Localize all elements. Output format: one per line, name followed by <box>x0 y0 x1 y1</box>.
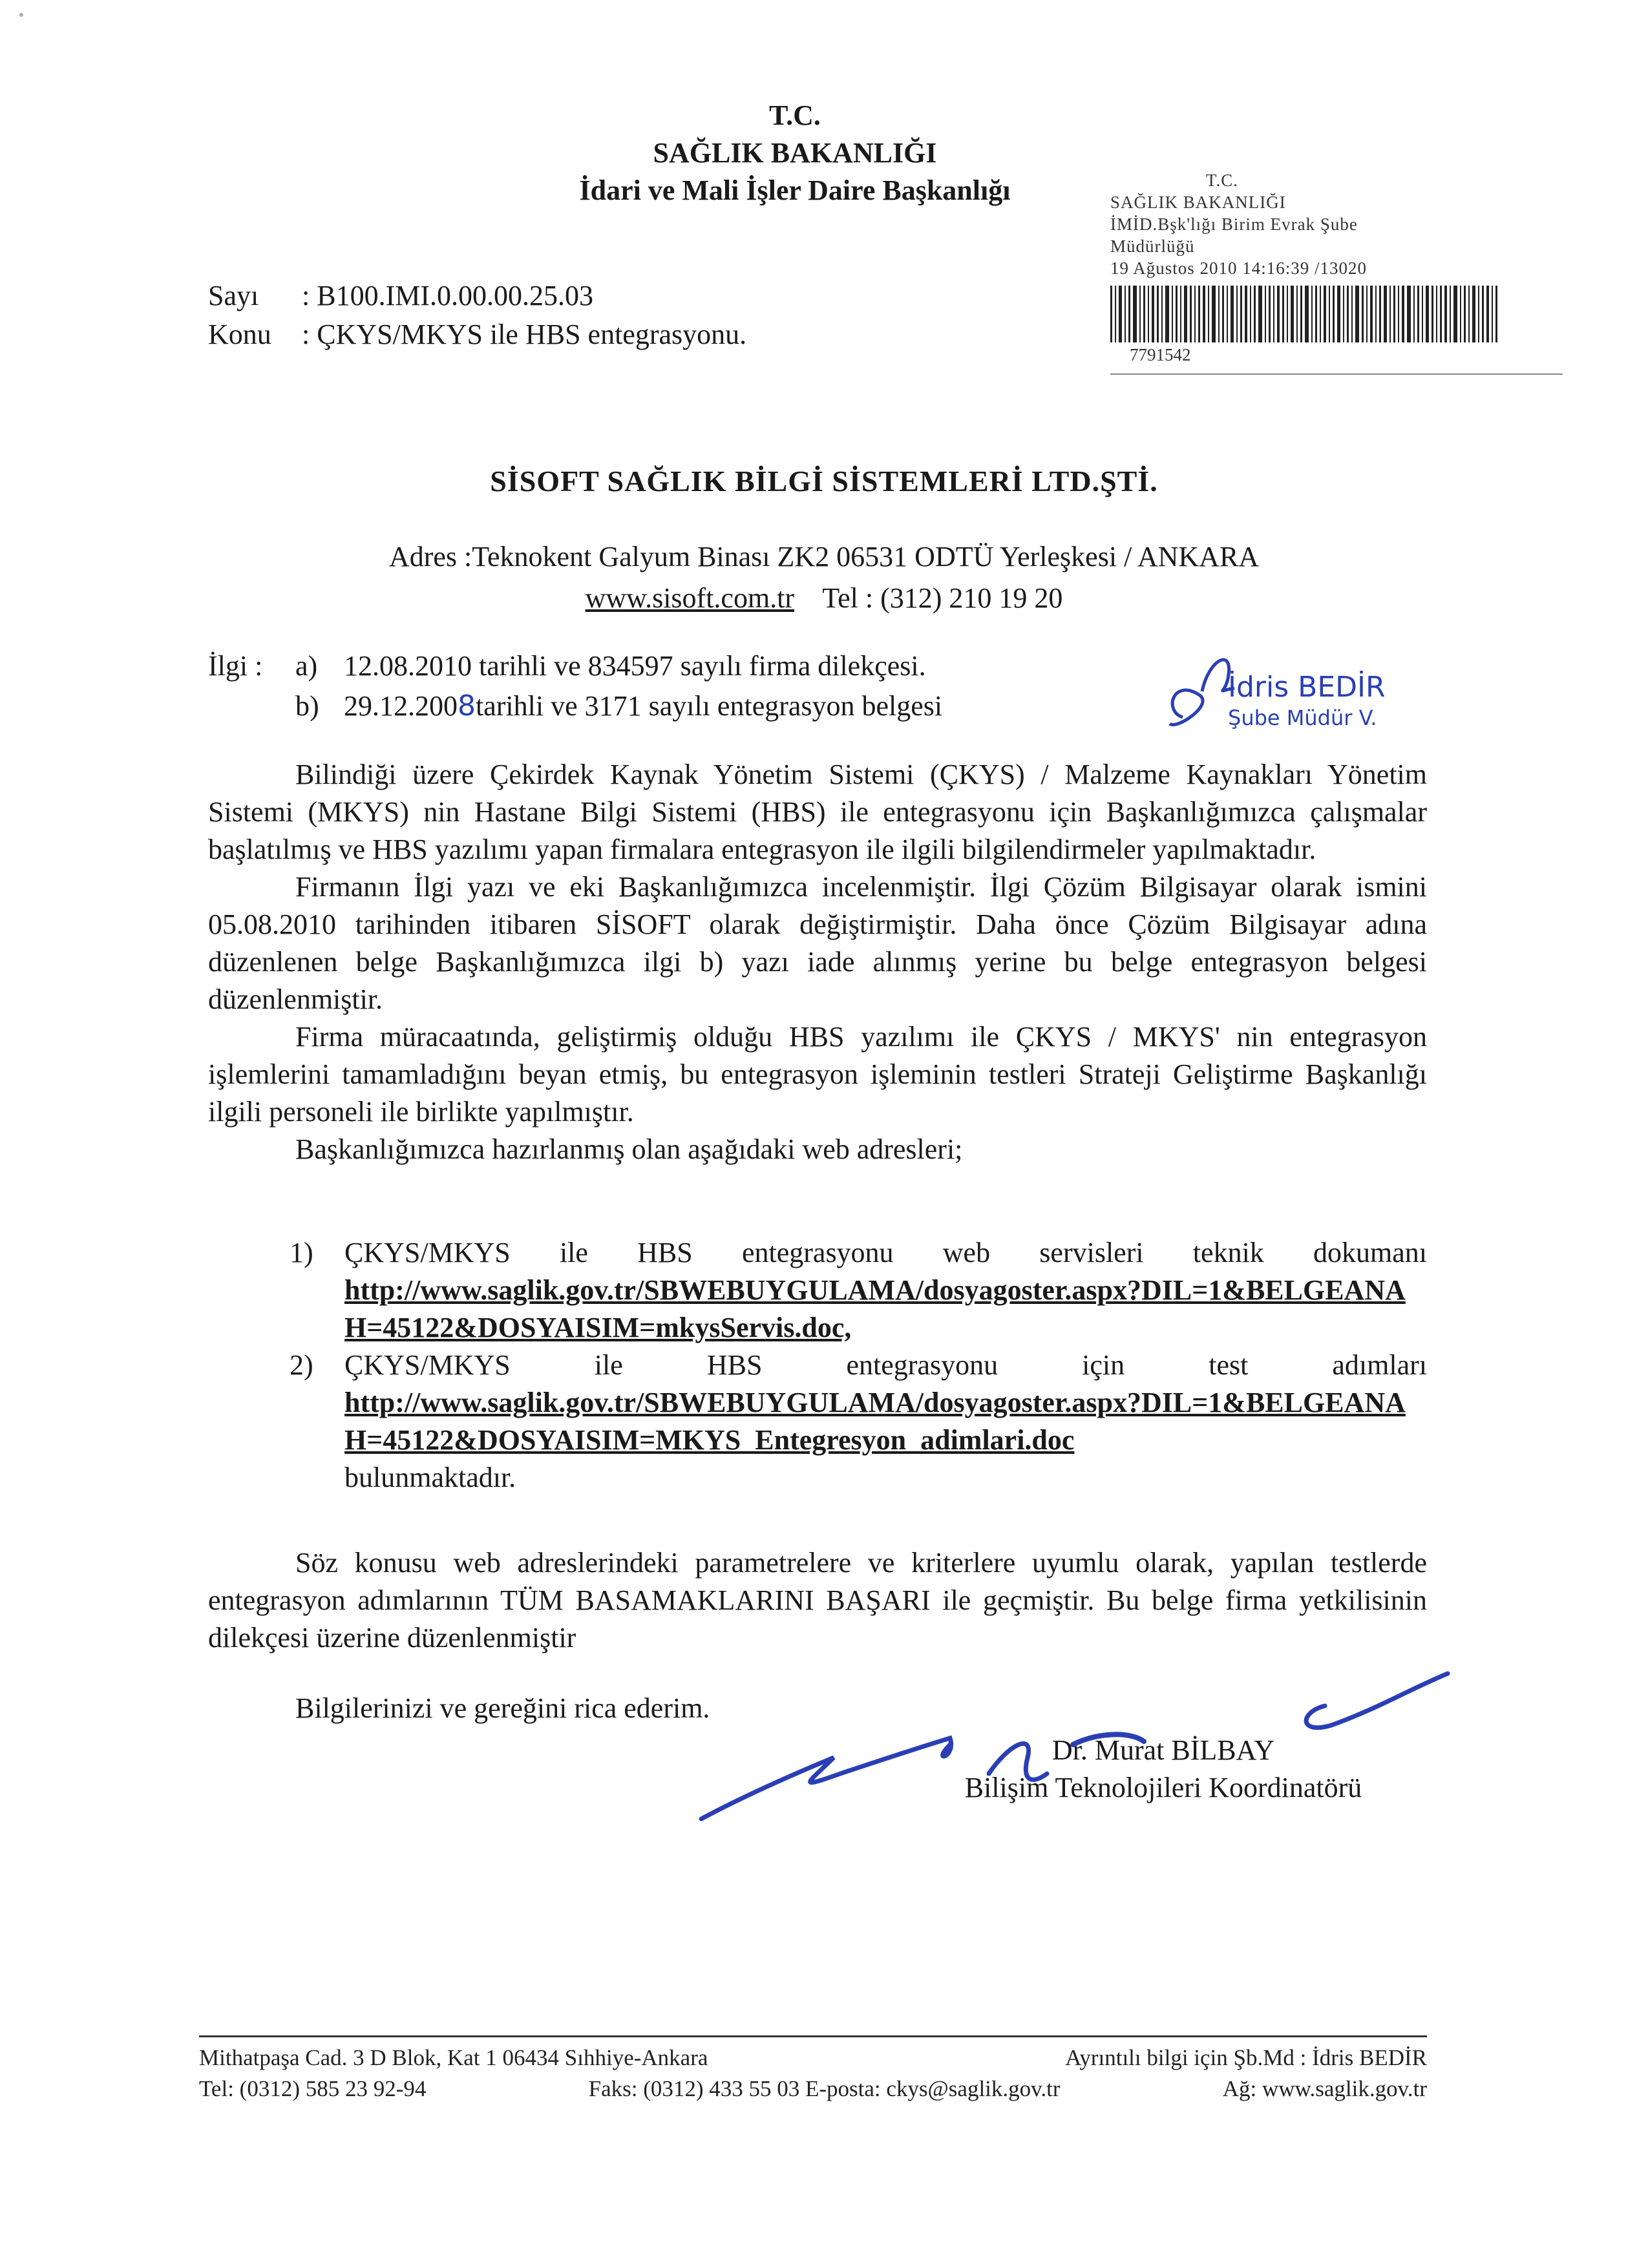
barcode-bar <box>1444 286 1447 342</box>
barcode-bar <box>1333 286 1335 342</box>
body-paragraph-2: Firmanın İlgi yazı ve eki Başkanlığımızca incelenmiştir. İlgi Çözüm Bilgisayar olarak ismini 05.08.2010 tarihinden itibaren SİSOFT olarak değiştirmiştir. Daha önce Çözüm Bilgisayar adına düzenlenen belge Başkanlığımızca ilgi b) yazı iade alınmış yerine bu belge entegrasyon belgesi düzenlenmiştir. <box>208 871 1427 1015</box>
reference-block <box>208 277 746 354</box>
barcode-bar <box>1431 286 1433 342</box>
regards-line: Bilgilerinizi ve gereğini rica ederim. <box>295 1692 710 1724</box>
letterhead-line-1: T.C. <box>769 100 821 131</box>
barcode-bar <box>1152 286 1154 342</box>
barcode-bar <box>1329 286 1330 342</box>
konu-label: Konu <box>208 319 271 350</box>
stamp-rule <box>1110 373 1563 375</box>
stamp-line-5: 19 Ağustos 2010 14:16:39 /13020 <box>1110 258 1368 278</box>
barcode-bar <box>1180 286 1181 342</box>
barcode-bar <box>1133 286 1137 342</box>
signer-block <box>918 1732 1409 1807</box>
footer-tel: Tel: (0312) 585 23 92-94 <box>199 2076 427 2101</box>
barcode-bar <box>1355 286 1359 342</box>
barcode-bar <box>1440 286 1442 342</box>
list-item-number: 2) <box>290 1349 313 1381</box>
barcode-bar <box>1190 286 1192 342</box>
footer-web: Ağ: www.saglik.gov.tr <box>1222 2076 1427 2101</box>
barcode-bar <box>1422 286 1423 342</box>
konu-value: : ÇKYS/MKYS ile HBS entegrasyonu. <box>302 319 747 350</box>
barcode-bar <box>1389 286 1391 342</box>
barcode-bar <box>1426 286 1429 342</box>
barcode-bar <box>1143 286 1145 342</box>
barcode-bar <box>1351 286 1353 342</box>
registry-stamp <box>1110 169 1563 365</box>
barcode-bar <box>1370 286 1373 342</box>
list-item <box>290 1234 1427 1347</box>
handstamp-title: Şube Müdür V. <box>1228 706 1377 730</box>
recipient-tel: Tel : (312) 210 19 20 <box>822 582 1063 614</box>
footer-address: Mithatpaşa Cad. 3 D Blok, Kat 1 06434 Sıhhiye-Ankara <box>199 2045 708 2070</box>
barcode-bar <box>1291 286 1294 342</box>
barcode-bar <box>1300 286 1302 342</box>
closing-block <box>208 1544 1427 1657</box>
official-handstamp <box>1137 633 1409 743</box>
barcode-bar <box>1245 286 1247 342</box>
barcode-bar <box>1161 286 1163 342</box>
list-item-text: ÇKYS/MKYS ile HBS entegrasyonu için test adımları <box>344 1349 1427 1381</box>
barcode-bar <box>1436 286 1437 342</box>
barcode-bar <box>1157 286 1159 342</box>
web-address-list <box>290 1234 1427 1496</box>
barcode-bar <box>1119 286 1122 342</box>
handwritten-correction: 8 <box>458 689 476 722</box>
barcode-bar <box>1282 286 1284 342</box>
footer <box>199 2035 1427 2105</box>
closing-paragraph: Söz konusu web adreslerindeki parametrelere ve kriterlere uyumlu olarak, yapılan testlerde entegrasyon adımlarının TÜM BASAMAKLARINI BAŞARI ile geçmiştir. Bu belge firma yetkilisinin dilekçesi üzerine düzenlenmiştir <box>208 1547 1427 1654</box>
barcode-bar <box>1240 286 1242 342</box>
barcode-bar <box>1222 286 1224 342</box>
letterhead <box>401 97 1189 209</box>
barcode-bar <box>1148 286 1149 342</box>
footer-fax-email: Faks: (0312) 433 55 03 E-posta: ckys@saglik.gov.tr <box>588 2076 1061 2101</box>
barcode-bar <box>1460 286 1461 342</box>
barcode-bar <box>1343 286 1344 342</box>
barcode-bar <box>1495 286 1497 342</box>
recipient-address-block <box>0 536 1648 619</box>
list-item-text: ÇKYS/MKYS ile HBS entegrasyonu web servisleri teknik dokumanı <box>344 1237 1427 1268</box>
barcode-bar <box>1311 286 1313 342</box>
list-tail: bulunmaktadır. <box>344 1462 516 1493</box>
barcode-bar <box>1296 286 1298 342</box>
stamp-line-2: SAĞLIK BAKANLIĞI <box>1110 193 1286 212</box>
barcode-bar <box>1375 286 1377 342</box>
barcode-bar <box>1320 286 1321 342</box>
barcode-bar <box>1184 286 1187 342</box>
barcode-bar <box>1464 286 1466 342</box>
barcode-bar <box>1379 286 1381 342</box>
list-item-number: 1) <box>290 1237 313 1268</box>
barcode-bar <box>1231 286 1234 342</box>
barcode-bar <box>1139 286 1141 342</box>
barcode-bar <box>1492 286 1493 342</box>
barcode-bar <box>1453 286 1457 342</box>
ilgi-label: İlgi : <box>208 650 263 682</box>
barcode-bar <box>1402 286 1404 342</box>
test-steps-link[interactable]: http://www.saglik.gov.tr/SBWEBUYGULAMA/dosyagoster.aspx?DIL=1&BELGEANAH=45122&DOSYAISIM=MKYS_Entegresyon_adimlari.doc <box>344 1387 1406 1456</box>
barcode-bar <box>1176 286 1178 342</box>
footer-info: Ayrıntılı bilgi için Şb.Md : İdris BEDİR <box>1065 2045 1427 2070</box>
barcode-bar <box>1258 286 1262 342</box>
barcode-bar <box>1208 286 1209 342</box>
barcode-number: 7791542 <box>1130 345 1191 364</box>
barcode-bar <box>1398 286 1399 342</box>
ilgi-b-text: 29.12.2008tarihli ve 3171 sayılı entegrasyon belgesi <box>344 689 943 722</box>
barcode-bar <box>1468 286 1470 342</box>
body-paragraph-1: Bilindiği üzere Çekirdek Kaynak Yönetim Sistemi (ÇKYS) / Malzeme Kaynakları Yönetim Sistemi (MKYS) nin Hastane Bilgi Sistemi (HBS) ile entegrasyonu için Başkanlığımızca çalışmalar başlatılmış ve HBS yazılımı yapan firmalara entegrasyon ile ilgili bilgilendirmeler yapılmaktadır. <box>208 759 1427 865</box>
handstamp-name: İdris BEDİR <box>1228 671 1386 704</box>
body-paragraph-3: Firma müracaatında, geliştirmiş olduğu HBS yazılımı ile ÇKYS / MKYS' nin entegrasyon işlemlerini tamamladığını beyan etmiş, bu entegrasyon işleminin testleri Strateji Geliştirme Başkanlığı ilgili personeli ile birlikte yapılmıştır. <box>208 1021 1427 1128</box>
barcode-bar <box>1478 286 1479 342</box>
barcode-bar <box>1110 286 1112 342</box>
stamp-line-1: T.C. <box>1206 171 1238 190</box>
related-documents <box>208 646 942 726</box>
barcode-bar <box>1250 286 1251 342</box>
barcode-bar <box>1265 286 1266 342</box>
barcode-bar <box>1198 286 1200 342</box>
barcode-bar <box>1384 286 1387 342</box>
technical-doc-link[interactable]: http://www.saglik.gov.tr/SBWEBUYGULAMA/dosyagoster.aspx?DIL=1&BELGEANAH=45122&DOSYAISIM=mkysServis.doc, <box>344 1274 1406 1343</box>
letter-body <box>208 756 1427 1168</box>
barcode-bar <box>1417 286 1419 342</box>
stamp-line-3: İMİD.Bşk'lığı Birim Evrak Şube <box>1110 215 1358 234</box>
recipient-company: SİSOFT SAĞLIK BİLGİ SİSTEMLERİ LTD.ŞTİ. <box>490 465 1158 498</box>
barcode-bar <box>1472 286 1475 342</box>
barcode-bar <box>1236 286 1238 342</box>
barcode-bar <box>1305 286 1309 342</box>
sayi-label: Sayı <box>208 280 259 311</box>
scan-speck <box>19 13 23 17</box>
barcode-bar <box>1277 286 1280 342</box>
barcode-bar <box>1165 286 1169 342</box>
barcode-bar <box>1324 286 1326 342</box>
letterhead-line-3: İdari ve Mali İşler Daire Başkanlığı <box>579 174 1011 206</box>
barcode-bar <box>1194 286 1196 342</box>
ilgi-b-marker: b) <box>295 690 319 722</box>
barcode-bar <box>1413 286 1415 342</box>
barcode-bar <box>1393 286 1395 342</box>
barcode-bar <box>1362 286 1364 342</box>
barcode-bar <box>1227 286 1228 342</box>
barcode-bar <box>1337 286 1340 342</box>
footer-rule <box>199 2035 1427 2037</box>
recipient-website-link[interactable]: www.sisoft.com.tr <box>585 582 795 614</box>
barcode-bar <box>1315 286 1317 342</box>
barcode-bar <box>1254 286 1256 342</box>
letterhead-line-2: SAĞLIK BAKANLIĞI <box>653 137 937 169</box>
sayi-value: : B100.IMI.0.00.00.25.03 <box>302 280 593 311</box>
barcode-bar <box>1212 286 1216 342</box>
barcode-bar <box>1347 286 1349 342</box>
list-item <box>290 1347 1427 1496</box>
ilgi-a-marker: a) <box>295 650 318 682</box>
barcode-bar <box>1486 286 1489 342</box>
body-paragraph-4: Başkanlığımızca hazırlanmış olan aşağıdaki web adresleri; <box>295 1133 963 1165</box>
barcode-bar <box>1450 286 1451 342</box>
barcode-bar <box>1125 286 1126 342</box>
barcode-bar <box>1172 286 1173 342</box>
barcode-bar <box>1269 286 1271 342</box>
barcode-bar <box>1203 286 1205 342</box>
signer-name: Dr. Murat BİLBAY <box>1051 1734 1275 1766</box>
ilgi-a-text: 12.08.2010 tarihli ve 834597 sayılı firma dilekçesi. <box>344 650 926 682</box>
barcode <box>1110 286 1537 342</box>
barcode-bar <box>1366 286 1368 342</box>
barcode-bar <box>1273 286 1274 342</box>
barcode-bar <box>1407 286 1411 342</box>
barcode-bar <box>1128 286 1130 342</box>
signer-title: Bilişim Teknolojileri Koordinatörü <box>964 1772 1362 1803</box>
barcode-bar <box>1287 286 1288 342</box>
barcode-bar <box>1482 286 1484 342</box>
recipient-address: Adres :Teknokent Galyum Binası ZK2 06531 ODTÜ Yerleşkesi / ANKARA <box>388 541 1260 572</box>
barcode-bar <box>1218 286 1220 342</box>
barcode-bar <box>1115 286 1116 342</box>
stamp-line-4: Müdürlüğü <box>1110 236 1195 256</box>
